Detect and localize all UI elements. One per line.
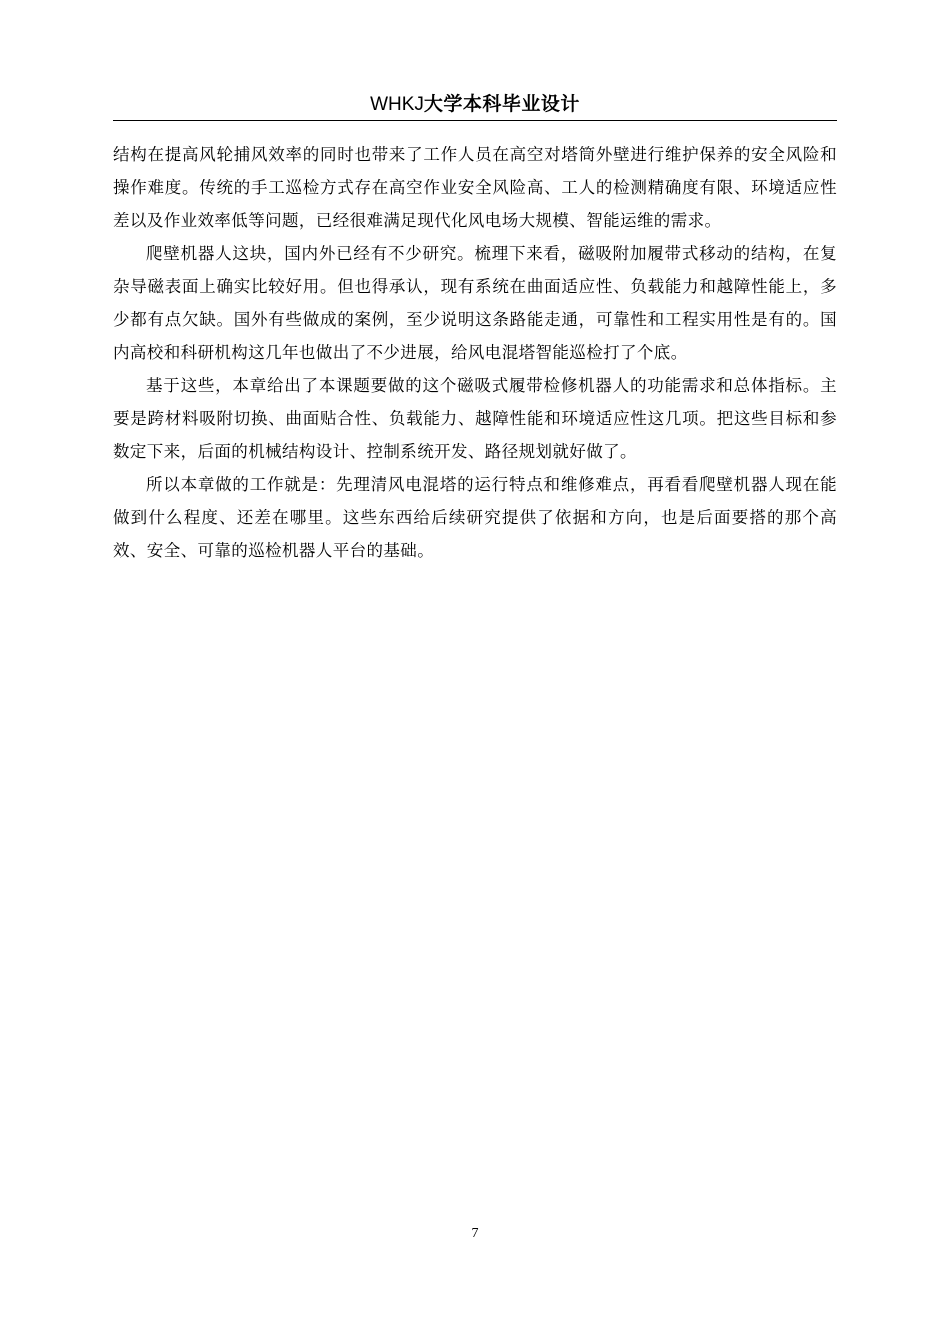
paragraph-continued: 结构在提高风轮捕风效率的同时也带来了工作人员在高空对塔筒外壁进行维护保养的安全风险和操作难度。传统的手工巡检方式存在高空作业安全风险高、工人的检测精确度有限、环境适应性差以及作业效率低等问题，已经很难满足现代化风电场大规模、智能运维的需求。 [113, 145, 837, 230]
paragraph: 基于这些，本章给出了本课题要做的这个磁吸式履带检修机器人的功能需求和总体指标。主要是跨材料吸附切换、曲面贴合性、负载能力、越障性能和环境适应性这几项。把这些目标和参数定下来，后面的机械结构设计、控制系统开发、路径规划就好做了。 [113, 376, 837, 461]
page-header [113, 92, 837, 121]
header-title [370, 94, 580, 115]
body-text [113, 138, 837, 567]
header-latin: WHKJ [370, 94, 424, 115]
paragraph: 爬壁机器人这块，国内外已经有不少研究。梳理下来看，磁吸附加履带式移动的结构，在复杂导磁表面上确实比较好用。但也得承认，现有系统在曲面适应性、负载能力和越障性能上，多少都有点欠缺。国外有些做成的案例，至少说明这条路能走通，可靠性和工程实用性是有的。国内高校和科研机构这几年也做出了不少进展，给风电混塔智能巡检打了个底。 [113, 244, 837, 362]
page-number: 7 [471, 1226, 479, 1241]
header-title-text: 大学本科毕业设计 [423, 94, 580, 115]
paragraph: 所以本章做的工作就是：先理清风电混塔的运行特点和维修难点，再看看爬壁机器人现在能做到什么程度、还差在哪里。这些东西给后续研究提供了依据和方向，也是后面要搭的那个高效、安全、可靠的巡检机器人平台的基础。 [113, 475, 837, 560]
